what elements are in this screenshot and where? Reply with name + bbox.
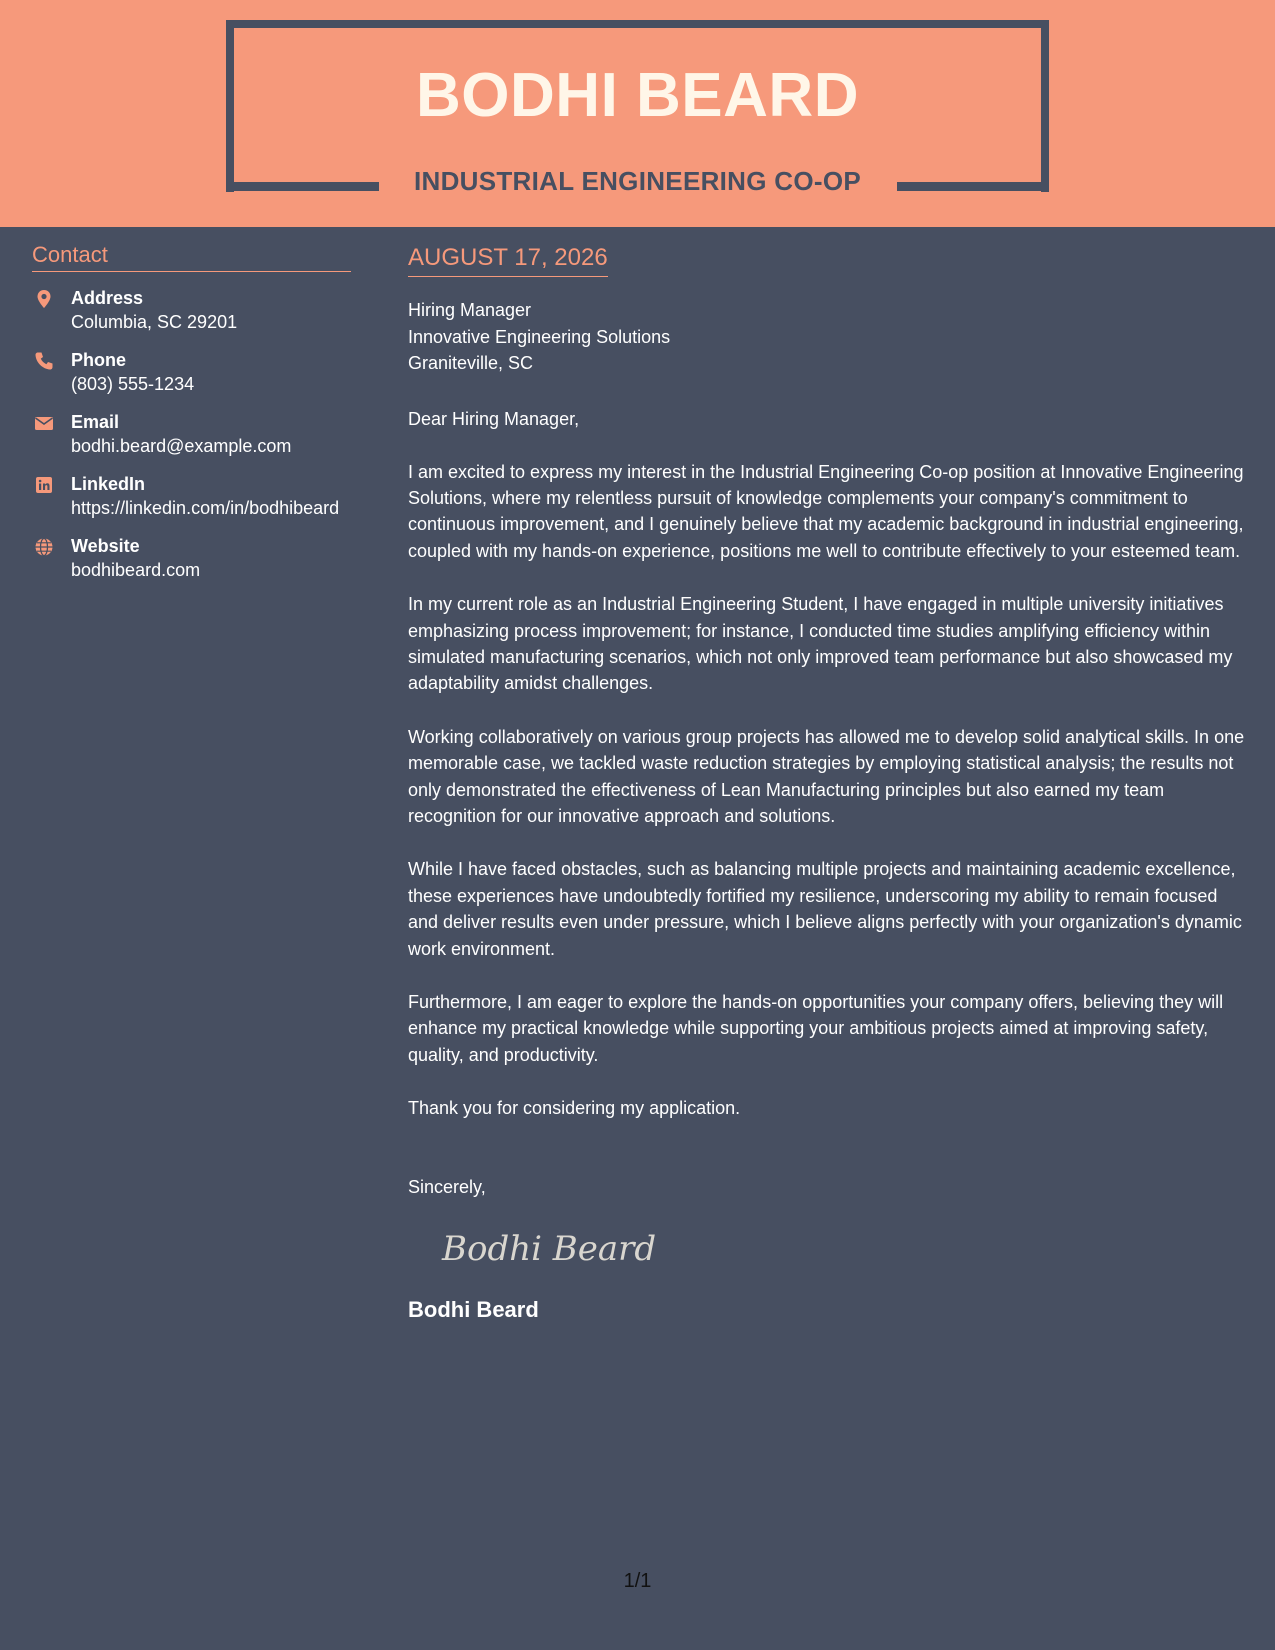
contact-value: Columbia, SC 29201 — [71, 312, 238, 332]
contact-label: Website — [71, 536, 140, 556]
recipient-block — [408, 297, 1251, 377]
salutation: Dear Hiring Manager, — [408, 408, 580, 429]
job-title: INDUSTRIAL ENGINEERING CO-OP — [413, 166, 862, 196]
recipient-line: Innovative Engineering Solutions — [408, 326, 671, 347]
contact-email — [32, 410, 351, 458]
recipient-line: Hiring Manager — [408, 300, 532, 320]
contact-heading: Contact — [32, 242, 351, 272]
contact-value[interactable]: bodhi.beard@example.com — [71, 436, 292, 456]
page-number: 1/1 — [623, 1570, 652, 1592]
contact-linkedin — [32, 472, 351, 520]
recipient-line: Graniteville, SC — [408, 353, 534, 373]
contact-website — [32, 534, 351, 582]
contact-label: Address — [71, 288, 144, 308]
signature-text: Bodhi Beard — [442, 1228, 657, 1269]
contact-value[interactable]: bodhibeard.com — [71, 560, 201, 580]
contact-sidebar — [32, 242, 351, 582]
globe-icon — [34, 537, 54, 557]
contact-value[interactable]: https://linkedin.com/in/bodhibeard — [71, 498, 340, 518]
contact-label: LinkedIn — [71, 474, 146, 494]
letter-body — [408, 244, 1251, 1323]
letter-paragraph: Furthermore, I am eager to explore the hands-on opportunities your company offers, believing they will enhance my practical knowledge while supporting your ambitious projects aimed at improving safety, quality, and productivity. — [408, 992, 1224, 1065]
envelope-icon — [34, 413, 54, 433]
phone-icon — [34, 351, 54, 371]
letter-paragraph: Working collaboratively on various group projects has allowed me to develop solid analytical skills. In one memorable case, we tackled waste reduction strategies by employing statistical analysis; the results not only demonstrated the effectiveness of Lean Manufacturing principles but also earned my team recognition for our innovative approach and solutions. — [408, 726, 1245, 826]
map-pin-icon — [34, 289, 54, 309]
header-banner — [0, 0, 1275, 227]
linkedin-icon — [34, 475, 54, 495]
letter-date: AUGUST 17, 2026 — [408, 244, 608, 277]
contact-value: (803) 555-1234 — [71, 374, 195, 394]
contact-address — [32, 286, 351, 334]
letter-paragraph: Thank you for considering my application. — [408, 1098, 741, 1119]
letter-paragraph: While I have faced obstacles, such as balancing multiple projects and maintaining academic excellence, these experiences have undoubtedly fortified my resilience, underscoring my ability to remain focused and deliver results even under pressure, which I believe aligns perfectly with your organization's dynamic work environment. — [408, 859, 1242, 959]
handwritten-signature — [438, 1224, 658, 1274]
contact-phone — [32, 348, 351, 396]
closing: Sincerely, — [408, 1176, 486, 1197]
applicant-name: BODHI BEARD — [416, 61, 859, 130]
letter-paragraph: I am excited to express my interest in the Industrial Engineering Co-op position at Innovative Engineering Solutions, where my relentless pursuit of knowledge complements your company's commitment to continuous improvement, and I genuinely believe that my academic background in industrial engineering, coupled with my hands-on experience, positions me well to contribute effectively to your esteemed team. — [408, 461, 1244, 561]
letter-paragraph: In my current role as an Industrial Engineering Student, I have engaged in multiple university initiatives emphasizing process improvement; for instance, I conducted time studies amplifying efficiency within simulated manufacturing scenarios, which not only improved team performance but also showcased my adaptability amidst challenges. — [408, 594, 1233, 694]
contact-label: Phone — [71, 350, 127, 370]
signer-name: Bodhi Beard — [408, 1296, 539, 1322]
contact-label: Email — [71, 412, 120, 432]
